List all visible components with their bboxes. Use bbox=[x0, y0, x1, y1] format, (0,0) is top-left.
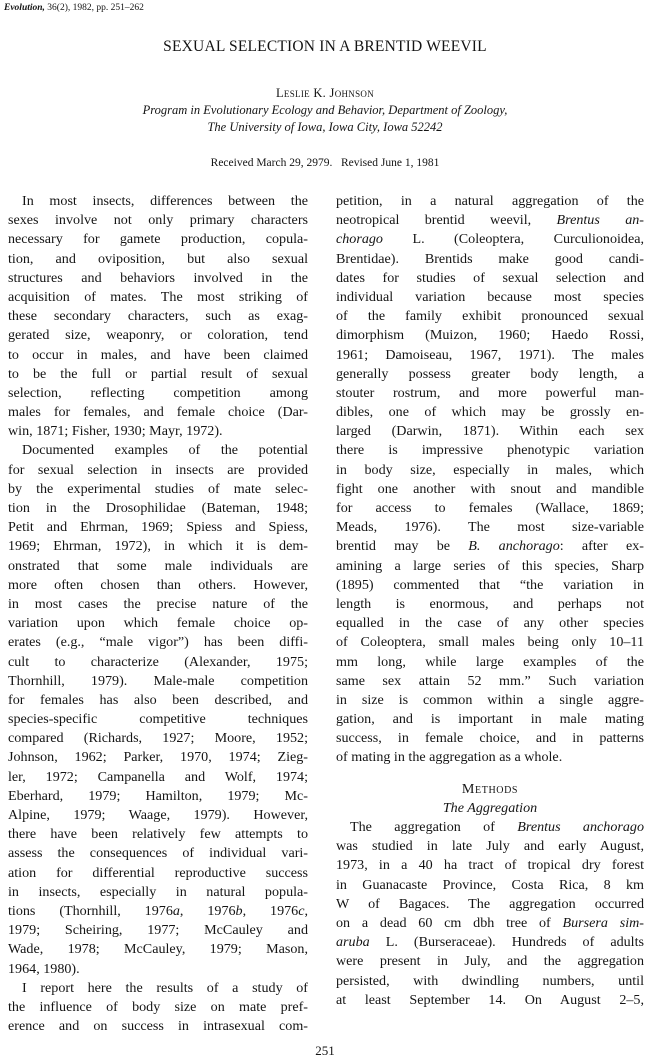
text-line: ler, 1972; Campanella and Wolf, 1974; bbox=[8, 768, 308, 785]
text-line: win, 1871; Fisher, 1930; Mayr, 1972). bbox=[8, 423, 223, 440]
text-line: tions (Thornhill, 1976a, 1976b, 1976c, bbox=[8, 902, 309, 919]
text-line: Eberhard, 1979; Hamilton, 1979; Mc- bbox=[8, 787, 308, 804]
text-line: Meads, 1976). The most size-variable bbox=[336, 519, 644, 536]
text-line: dibles, one of which may be grossly en- bbox=[336, 404, 644, 421]
text-line: structures and behaviors involved in the bbox=[8, 269, 308, 286]
text-line: 1973, in a 40 ha tract of tropical dry forest bbox=[336, 857, 644, 874]
text-line: to occur in males, and have been claimed bbox=[8, 346, 308, 363]
aggregation-subheading: The Aggregation bbox=[442, 799, 538, 816]
text-line: brentid may be B. anchorago: after ex- bbox=[336, 538, 644, 555]
text-line: (1895) commented that “the variation in bbox=[336, 576, 644, 593]
text-line: petition, in a natural aggregation of the bbox=[336, 193, 644, 209]
text-line: sexes involve not only primary characters bbox=[8, 212, 308, 229]
text-line: at least September 14. On August 2–5, bbox=[336, 991, 644, 1008]
text-line: necessary for gamete production, copula- bbox=[8, 231, 308, 248]
text-line: Johnson, 1962; Parker, 1970, 1974; Zieg- bbox=[8, 749, 308, 766]
text-line: cult to characterize (Alexander, 1975; bbox=[8, 653, 308, 670]
text-line: Wade, 1978; McCauley, 1979; Mason, bbox=[8, 941, 308, 958]
text-line: in insects, especially in natural popula- bbox=[8, 883, 308, 900]
text-line: W of Bagaces. The aggregation occurred bbox=[336, 895, 644, 912]
author-name: Leslie K. Johnson bbox=[276, 86, 374, 100]
text-line: by the experimental studies of mate selec- bbox=[8, 480, 308, 497]
left-column bbox=[8, 192, 308, 1036]
text-line: Alpine, 1979; Waage, 1979). However, bbox=[8, 807, 308, 823]
section-gap bbox=[336, 768, 644, 780]
text-line: onstrated that some male individuals are bbox=[8, 557, 308, 574]
text-line: in Guanacaste Province, Costa Rica, 8 km bbox=[336, 876, 644, 893]
text-line: 1964, 1980). bbox=[8, 960, 80, 977]
text-line: gation, and is important in male mating bbox=[336, 711, 644, 728]
text-line: on a dead 60 cm dbh tree of Bursera sim- bbox=[336, 914, 644, 931]
text-line: larged (Darwin, 1871). Within each sex bbox=[336, 423, 644, 440]
text-line: 1979; Scheiring, 1977; McCauley and bbox=[8, 922, 308, 939]
text-line: was studied in late July and early August, bbox=[336, 838, 644, 855]
journal-citation bbox=[4, 3, 144, 13]
text-line: males for females, and female choice (Dar- bbox=[8, 404, 308, 421]
text-line: in size is common within a single aggre- bbox=[336, 691, 644, 708]
text-line: erence and on success in intrasexual com- bbox=[8, 1018, 308, 1035]
text-line: stouter rostrum, and more powerful man- bbox=[336, 384, 644, 401]
text-line: Documented examples of the potential bbox=[22, 442, 308, 459]
text-line: I report here the results of a study of bbox=[22, 979, 308, 996]
text-line: dates for studies of sexual selection and bbox=[336, 269, 644, 286]
text-line: Brentidae). Brentids make good candi- bbox=[336, 250, 644, 267]
text-line: persisted, with dwindling numbers, until bbox=[336, 972, 644, 989]
text-line: fight one another with snout and mandible bbox=[336, 480, 644, 497]
text-line: to be the full or partial result of sexual bbox=[8, 365, 308, 382]
text-line: amining a large series of this species, Sharp bbox=[336, 557, 644, 574]
text-line: for females has also been described, and bbox=[8, 691, 308, 708]
right-column bbox=[336, 192, 644, 1010]
text-line: 1961; Damoiseau, 1967, 1971). The males bbox=[336, 346, 644, 363]
text-line: ation for differential reproductive success bbox=[8, 864, 308, 881]
right-column-body bbox=[336, 192, 644, 768]
text-line: length is enormous, and perhaps not bbox=[336, 595, 644, 612]
text-line: same sex attain 52 mm.” Such variation bbox=[336, 672, 644, 689]
text-line: Petit and Ehrman, 1969; Spiess and Spiess, bbox=[8, 519, 308, 536]
volume-pages: 36(2), 1982, pp. 251–262 bbox=[47, 3, 144, 13]
text-line: variation upon which female choice op- bbox=[8, 615, 308, 632]
text-line: of the family exhibit pronounced sexual bbox=[336, 308, 644, 325]
text-line: The aggregation of Brentus anchorago bbox=[350, 819, 644, 835]
text-line: acquisition of mates. The most striking of bbox=[8, 288, 308, 305]
text-line: selection, reflecting competition among bbox=[8, 384, 308, 401]
text-line: In most insects, differences between the bbox=[22, 193, 308, 209]
text-line: of Coleoptera, small males being only 10–11 bbox=[336, 634, 644, 651]
affiliation-line-1: Program in Evolutionary Ecology and Behavior, Department of Zoology, bbox=[142, 103, 508, 117]
text-line: assess the consequences of individual vari- bbox=[8, 845, 308, 862]
methods-heading: Methods bbox=[461, 780, 519, 797]
text-line: in body size, especially in males, which bbox=[336, 461, 644, 478]
affiliation-line-2: The University of Iowa, Iowa City, Iowa 52242 bbox=[207, 120, 443, 134]
text-line: the influence of body size on mate pref- bbox=[8, 998, 308, 1015]
text-line: there have been relatively few attempts to bbox=[8, 826, 308, 843]
text-line: more often chosen than others. However, bbox=[8, 576, 308, 593]
text-line: species-specific competitive techniques bbox=[8, 711, 308, 728]
text-line: tion in the Drosophilidae (Bateman, 1948; bbox=[8, 500, 308, 516]
text-line: were present in July, and the aggregation bbox=[336, 953, 644, 970]
text-line: success, in female choice, and in patterns bbox=[336, 730, 644, 747]
text-line: individual variation because most species bbox=[336, 288, 644, 305]
text-line: aruba L. (Burseraceae). Hundreds of adults bbox=[336, 934, 644, 951]
text-line: compared (Richards, 1927; Moore, 1952; bbox=[8, 730, 308, 747]
article-title: SEXUAL SELECTION IN A BRENTID WEEVIL bbox=[163, 38, 487, 55]
text-line: for sexual selection in insects are provided bbox=[8, 461, 308, 478]
text-line: there is impressive phenotypic variation bbox=[336, 442, 644, 459]
text-line: gerated size, weaponry, or coloration, tend bbox=[8, 327, 308, 344]
text-line: tion, and oviposition, but also sexual bbox=[8, 250, 308, 267]
text-line: generally possess greater body length, a bbox=[336, 365, 644, 382]
received-dates: Received March 29, 2979. Revised June 1, 1981 bbox=[210, 157, 440, 169]
text-line: erates (e.g., “male vigor”) has been diffi- bbox=[8, 634, 308, 651]
journal-name: Evolution, bbox=[4, 3, 45, 13]
text-line: in most cases the precise nature of the bbox=[8, 595, 308, 612]
text-line: dimorphism (Muizon, 1960; Haedo Rossi, bbox=[336, 327, 644, 344]
text-line: neotropical brentid weevil, Brentus an- bbox=[336, 212, 644, 229]
text-line: Thornhill, 1979). Male-male competition bbox=[8, 672, 308, 689]
text-line: for access to females (Wallace, 1869; bbox=[336, 500, 644, 516]
text-line: chorago L. (Coleoptera, Curculionoidea, bbox=[336, 231, 644, 248]
text-line: mm long, while large examples of the bbox=[336, 653, 644, 670]
text-line: 1969; Ehrman, 1972), in which it is dem- bbox=[8, 538, 308, 555]
methods-body bbox=[336, 818, 644, 1010]
text-line: of mating in the aggregation as a whole. bbox=[336, 749, 563, 766]
page-number: 251 bbox=[315, 1043, 335, 1058]
text-line: equalled in the case of any other species bbox=[336, 615, 644, 632]
text-line: these secondary characters, such as exag- bbox=[8, 308, 308, 325]
